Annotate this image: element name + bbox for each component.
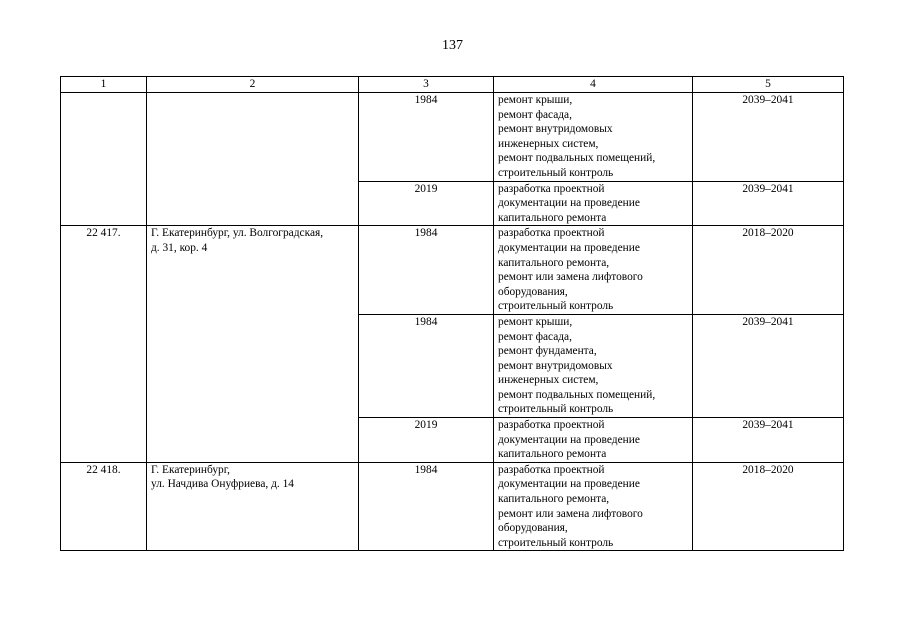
work-line: разработка проектной	[498, 182, 605, 195]
work-line: ремонт крыши,	[498, 315, 573, 328]
works-cell	[494, 93, 693, 182]
table-row	[61, 462, 844, 551]
work-line: документации на проведение	[498, 478, 640, 491]
work-line: капитального ремонта	[498, 448, 607, 461]
work-line: ремонт фасада,	[498, 330, 572, 343]
address-line: ул. Начдива Онуфриева, д. 14	[151, 478, 294, 491]
work-line: капитального ремонта	[498, 211, 607, 224]
column-header-5: 5	[693, 77, 844, 93]
address-cell	[147, 462, 359, 551]
work-line: капитального ремонта,	[498, 256, 610, 269]
year-cell: 2019	[359, 181, 494, 226]
period-cell: 2039–2041	[693, 418, 844, 463]
work-line: документации на проведение	[498, 241, 640, 254]
entry-number: 22 418.	[61, 462, 147, 551]
table-body	[61, 77, 844, 551]
period-cell: 2039–2041	[693, 314, 844, 417]
work-line: строительный контроль	[498, 403, 614, 416]
work-line: ремонт подвальных помещений,	[498, 152, 656, 165]
work-line: документации на проведение	[498, 433, 640, 446]
work-line: ремонт или замена лифтового	[498, 507, 643, 520]
work-line: ремонт внутридомовых	[498, 123, 613, 136]
period-cell: 2039–2041	[693, 181, 844, 226]
address-cell	[147, 226, 359, 463]
works-cell	[494, 181, 693, 226]
repair-schedule-table	[60, 76, 844, 551]
period-cell: 2018–2020	[693, 226, 844, 315]
work-line: ремонт фасада,	[498, 108, 572, 121]
year-cell: 1984	[359, 314, 494, 417]
work-line: строительный контроль	[498, 300, 614, 313]
address-line: Г. Екатеринбург,	[151, 463, 230, 476]
address-line: Г. Екатеринбург, ул. Волгоградская,	[151, 227, 324, 240]
work-line: разработка проектной	[498, 419, 605, 432]
work-line: ремонт крыши,	[498, 94, 573, 106]
work-line: оборудования,	[498, 285, 568, 298]
year-cell: 1984	[359, 226, 494, 315]
work-line: ремонт или замена лифтового	[498, 271, 643, 284]
address-line: д. 31, кор. 4	[151, 241, 208, 254]
work-line: строительный контроль	[498, 536, 614, 549]
entry-number: 22 417.	[61, 226, 147, 463]
year-cell: 1984	[359, 462, 494, 551]
works-cell	[494, 226, 693, 315]
work-line: разработка проектной	[498, 463, 605, 476]
entry-number	[61, 93, 147, 226]
table-row	[61, 226, 844, 315]
work-line: оборудования,	[498, 522, 568, 535]
work-line: разработка проектной	[498, 227, 605, 240]
year-cell: 2019	[359, 418, 494, 463]
column-header-4: 4	[494, 77, 693, 93]
column-header-1: 1	[61, 77, 147, 93]
work-line: инженерных систем,	[498, 137, 599, 150]
page-number: 137	[442, 38, 463, 53]
header-row	[61, 77, 844, 93]
column-header-3: 3	[359, 77, 494, 93]
work-line: капитального ремонта,	[498, 493, 610, 506]
work-line: документации на проведение	[498, 197, 640, 210]
work-line: ремонт внутридомовых	[498, 359, 613, 372]
table-row	[61, 93, 844, 182]
works-cell	[494, 314, 693, 417]
works-cell	[494, 418, 693, 463]
work-line: строительный контроль	[498, 166, 614, 179]
period-cell: 2039–2041	[693, 93, 844, 182]
work-line: ремонт подвальных помещений,	[498, 388, 656, 401]
period-cell: 2018–2020	[693, 462, 844, 551]
work-line: ремонт фундамента,	[498, 345, 597, 358]
work-line: инженерных систем,	[498, 374, 599, 387]
column-header-2: 2	[147, 77, 359, 93]
year-cell: 1984	[359, 93, 494, 182]
address-cell	[147, 93, 359, 226]
works-cell	[494, 462, 693, 551]
